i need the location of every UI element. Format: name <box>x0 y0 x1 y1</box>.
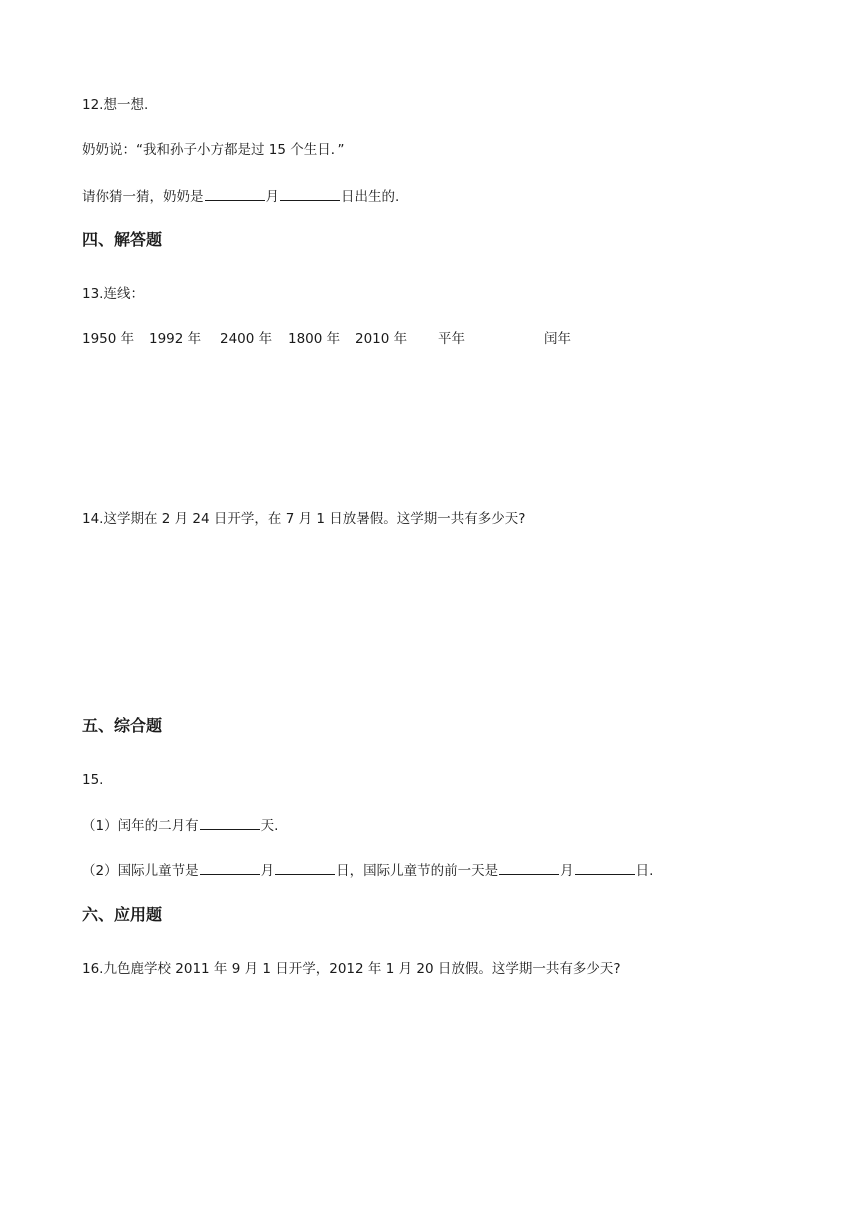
q15-part2-month2: 月 <box>560 863 574 879</box>
q13-leap-year[interactable]: 闰年 <box>544 331 571 347</box>
section-4-heading: 四、解答题 <box>82 230 163 249</box>
q15-title: 15. <box>82 772 104 788</box>
q15-childrens-day-month-blank[interactable] <box>200 860 260 875</box>
section-5-heading: 五、综合题 <box>82 716 163 735</box>
q12-prompt-end: 日出生的. <box>341 189 400 205</box>
q15-part2-month: 月 <box>260 863 275 879</box>
q13-common-year[interactable]: 平年 <box>438 331 465 347</box>
q13-title: 13.连线： <box>82 286 144 302</box>
q13-year-2400[interactable]: 2400 年 <box>220 331 273 347</box>
q13-year-2010[interactable]: 2010 年 <box>355 331 408 347</box>
q12-prompt-start: 请你猜一猜，奶奶是 <box>82 189 204 205</box>
q15-childrens-day-day-blank[interactable] <box>275 860 335 875</box>
q13-year-1800[interactable]: 1800 年 <box>288 331 341 347</box>
q15-feb-days-blank[interactable] <box>200 815 260 830</box>
q15-eve-month-blank[interactable] <box>499 860 559 875</box>
q13-year-1950[interactable]: 1950 年 <box>82 331 135 347</box>
q15-part1-end: 天. <box>260 818 279 834</box>
q12-prompt <box>82 186 399 206</box>
q15-part1-start: （1）闰年的二月有 <box>82 818 199 834</box>
q12-prompt-month: 月 <box>265 189 279 205</box>
section-6-heading: 六、应用题 <box>82 905 163 924</box>
q13-year-1992[interactable]: 1992 年 <box>149 331 202 347</box>
q15-part1 <box>82 815 278 835</box>
q14-text: 14.这学期在 2 月 24 日开学，在 7 月 1 日放暑假。这学期一共有多少天? <box>82 511 526 527</box>
q15-part2-start: （2）国际儿童节是 <box>82 863 199 879</box>
q15-part2-end: 日. <box>635 863 654 879</box>
q12-month-blank[interactable] <box>205 186 265 201</box>
q15-part2-middle: 日，国际儿童节的前一天是 <box>336 863 499 879</box>
q16-text: 16.九色鹿学校 2011 年 9 月 1 日开学，2012 年 1 月 20 日放假。这学期一共有多少天? <box>82 961 621 977</box>
q12-day-blank[interactable] <box>280 186 340 201</box>
q12-quote: 奶奶说：“我和孙子小方都是过 15 个生日．” <box>82 142 345 158</box>
q15-part2 <box>82 860 653 880</box>
q15-eve-day-blank[interactable] <box>575 860 635 875</box>
q12-title: 12.想一想. <box>82 97 149 113</box>
